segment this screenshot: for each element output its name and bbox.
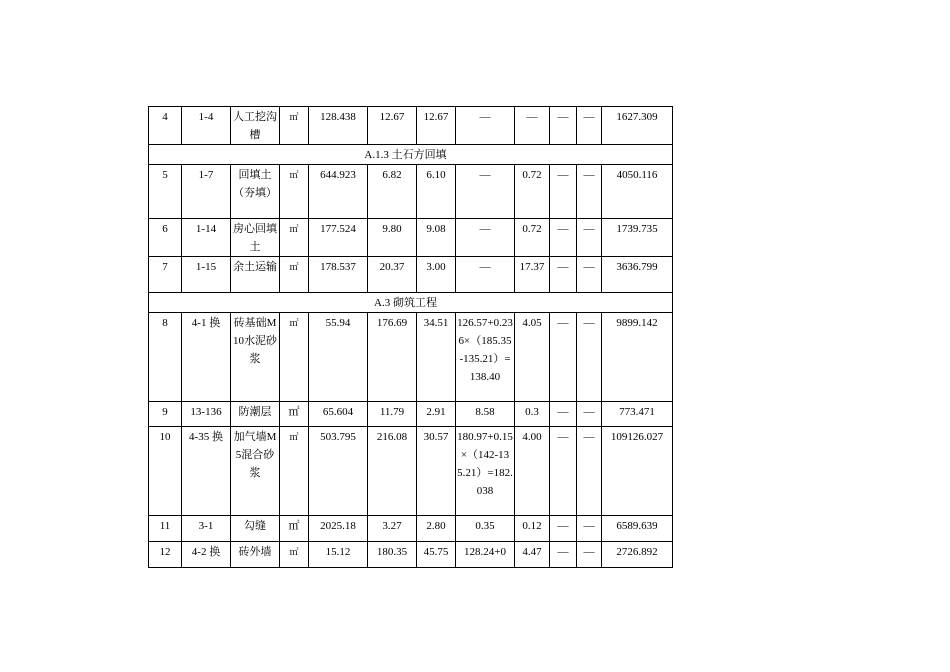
unit-price: 216.08 — [368, 427, 417, 516]
material-calc: — — [456, 219, 515, 257]
quantity: 55.94 — [309, 313, 368, 402]
quantity: 178.537 — [309, 257, 368, 293]
unit: ㎡ — [280, 313, 309, 402]
unit-price: 3.27 — [368, 516, 417, 542]
row-no: 7 — [149, 257, 182, 293]
row-no: 4 — [149, 107, 182, 145]
labor-cost: 45.75 — [417, 542, 456, 568]
extra-cost-2: — — [577, 402, 602, 427]
machine-cost: 4.05 — [515, 313, 550, 402]
unit: ㎡ — [280, 165, 309, 219]
unit: ㎡ — [280, 516, 309, 542]
extra-cost-2: — — [577, 516, 602, 542]
material-calc: 126.57+0.236×（185.35-135.21）=138.40 — [456, 313, 515, 402]
total-amount: 1627.309 — [602, 107, 673, 145]
item-name: 砖基础M10水泥砂浆 — [231, 313, 280, 402]
total-amount: 109126.027 — [602, 427, 673, 516]
extra-cost-1: — — [550, 165, 577, 219]
unit-price: 9.80 — [368, 219, 417, 257]
machine-cost: 0.3 — [515, 402, 550, 427]
unit: ㎡ — [280, 107, 309, 145]
quantity: 644.923 — [309, 165, 368, 219]
unit: ㎡ — [280, 257, 309, 293]
machine-cost: 0.12 — [515, 516, 550, 542]
material-calc: — — [456, 107, 515, 145]
extra-cost-2: — — [577, 542, 602, 568]
table-row — [149, 107, 673, 145]
extra-cost-1: — — [550, 107, 577, 145]
labor-cost: 30.57 — [417, 427, 456, 516]
unit: ㎡ — [280, 402, 309, 427]
total-amount: 1739.735 — [602, 219, 673, 257]
extra-cost-2: — — [577, 107, 602, 145]
table-row — [149, 516, 673, 542]
unit: ㎡ — [280, 219, 309, 257]
extra-cost-2: — — [577, 219, 602, 257]
material-calc: 128.24+0 — [456, 542, 515, 568]
quota-table — [148, 106, 673, 568]
unit-price: 176.69 — [368, 313, 417, 402]
labor-cost: 12.67 — [417, 107, 456, 145]
quantity: 65.604 — [309, 402, 368, 427]
section-title: A.3 砌筑工程 — [144, 293, 668, 313]
quota-code: 1-14 — [182, 219, 231, 257]
extra-cost-1: — — [550, 542, 577, 568]
material-calc: — — [456, 165, 515, 219]
material-calc: 180.97+0.15×（142-135.21）=182.038 — [456, 427, 515, 516]
extra-cost-2: — — [577, 313, 602, 402]
machine-cost: — — [515, 107, 550, 145]
item-name: 砖外墙 — [231, 542, 280, 568]
row-no: 5 — [149, 165, 182, 219]
table-row — [149, 165, 673, 219]
extra-cost-2: — — [577, 257, 602, 293]
total-amount: 3636.799 — [602, 257, 673, 293]
quantity: 177.524 — [309, 219, 368, 257]
labor-cost: 6.10 — [417, 165, 456, 219]
quantity: 15.12 — [309, 542, 368, 568]
extra-cost-1: — — [550, 313, 577, 402]
labor-cost: 2.80 — [417, 516, 456, 542]
table-row — [149, 402, 673, 427]
extra-cost-2: — — [577, 165, 602, 219]
table-row — [149, 313, 673, 402]
item-name: 人工挖沟槽 — [231, 107, 280, 145]
extra-cost-2: — — [577, 427, 602, 516]
quota-code: 4-2 换 — [182, 542, 231, 568]
extra-cost-1: — — [550, 257, 577, 293]
material-calc: 8.58 — [456, 402, 515, 427]
item-name: 加气墙M5混合砂浆 — [231, 427, 280, 516]
row-no: 9 — [149, 402, 182, 427]
item-name: 回填土（夯填） — [231, 165, 280, 219]
quota-code: 13-136 — [182, 402, 231, 427]
material-calc: 0.35 — [456, 516, 515, 542]
total-amount: 6589.639 — [602, 516, 673, 542]
machine-cost: 17.37 — [515, 257, 550, 293]
quota-code: 1-4 — [182, 107, 231, 145]
quota-code: 4-1 换 — [182, 313, 231, 402]
unit-price: 11.79 — [368, 402, 417, 427]
row-no: 11 — [149, 516, 182, 542]
table-row — [149, 427, 673, 516]
row-no: 8 — [149, 313, 182, 402]
table-row — [149, 542, 673, 568]
table-row — [149, 219, 673, 257]
labor-cost: 2.91 — [417, 402, 456, 427]
machine-cost: 4.00 — [515, 427, 550, 516]
total-amount: 2726.892 — [602, 542, 673, 568]
quantity: 503.795 — [309, 427, 368, 516]
quota-code: 1-15 — [182, 257, 231, 293]
item-name: 防潮层 — [231, 402, 280, 427]
table-row — [149, 257, 673, 293]
item-name: 勾缝 — [231, 516, 280, 542]
material-calc: — — [456, 257, 515, 293]
quota-code: 3-1 — [182, 516, 231, 542]
machine-cost: 0.72 — [515, 165, 550, 219]
row-no: 6 — [149, 219, 182, 257]
extra-cost-1: — — [550, 516, 577, 542]
labor-cost: 3.00 — [417, 257, 456, 293]
unit: ㎡ — [280, 542, 309, 568]
quota-code: 1-7 — [182, 165, 231, 219]
unit-price: 6.82 — [368, 165, 417, 219]
quota-code: 4-35 换 — [182, 427, 231, 516]
labor-cost: 9.08 — [417, 219, 456, 257]
quantity: 128.438 — [309, 107, 368, 145]
labor-cost: 34.51 — [417, 313, 456, 402]
row-no: 12 — [149, 542, 182, 568]
extra-cost-1: — — [550, 402, 577, 427]
section-title: A.1.3 土石方回填 — [144, 145, 668, 165]
item-name: 房心回填土 — [231, 219, 280, 257]
machine-cost: 0.72 — [515, 219, 550, 257]
extra-cost-1: — — [550, 219, 577, 257]
total-amount: 9899.142 — [602, 313, 673, 402]
total-amount: 4050.116 — [602, 165, 673, 219]
row-no: 10 — [149, 427, 182, 516]
machine-cost: 4.47 — [515, 542, 550, 568]
section-row — [149, 293, 673, 313]
item-name: 余土运输 — [231, 257, 280, 293]
unit-price: 12.67 — [368, 107, 417, 145]
extra-cost-1: — — [550, 427, 577, 516]
unit: ㎡ — [280, 427, 309, 516]
unit-price: 20.37 — [368, 257, 417, 293]
quantity: 2025.18 — [309, 516, 368, 542]
section-row — [149, 145, 673, 165]
total-amount: 773.471 — [602, 402, 673, 427]
unit-price: 180.35 — [368, 542, 417, 568]
